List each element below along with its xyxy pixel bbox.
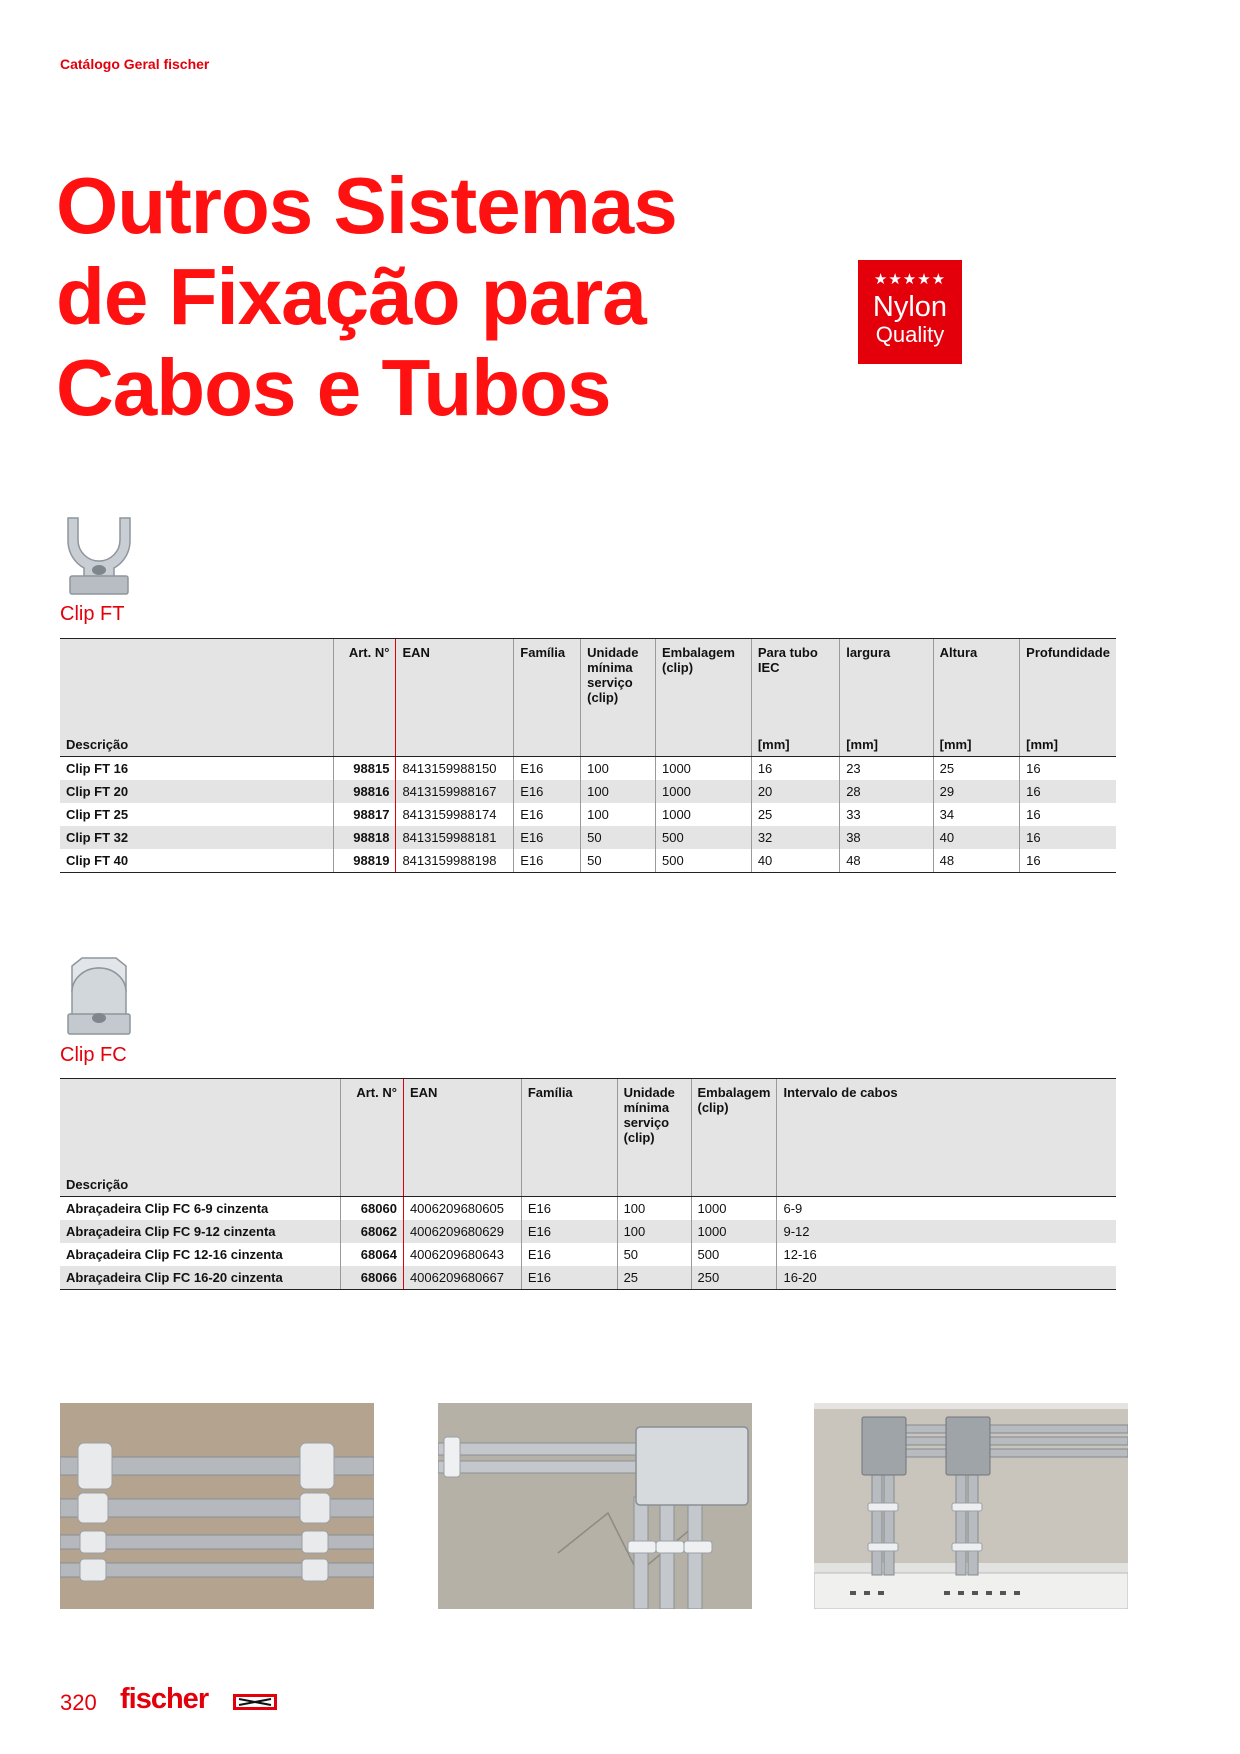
clip-fc-title: Clip FC	[60, 1044, 127, 1066]
clip-ft-cell: 48	[933, 849, 1019, 873]
clip-ft-cell: 98817	[333, 803, 396, 826]
clip-fc-cell: E16	[521, 1243, 617, 1266]
clip-ft-cell: 1000	[655, 803, 751, 826]
clip-fc-cell: Abraçadeira Clip FC 9-12 cinzenta	[60, 1220, 341, 1243]
clip-fc-cell: 25	[617, 1266, 691, 1290]
header-embalagem: Embalagem (clip)	[655, 639, 751, 737]
fc-header-intervalo: Intervalo de cabos	[777, 1079, 1116, 1177]
clip-fc-cell: 68066	[341, 1266, 404, 1290]
clip-fc-cell: 4006209680605	[403, 1196, 521, 1220]
header-ean: EAN	[396, 639, 514, 737]
clip-ft-cell: 50	[581, 849, 656, 873]
clip-fc-cell: 500	[691, 1243, 777, 1266]
header-altura: Altura	[933, 639, 1019, 737]
clip-ft-cell: 500	[655, 849, 751, 873]
photo-clips-parallel-pipes	[60, 1403, 374, 1609]
clip-ft-cell: 25	[933, 756, 1019, 780]
clip-fc-cell: 100	[617, 1196, 691, 1220]
clip-fc-cell: 68062	[341, 1220, 404, 1243]
fc-header-embalagem: Embalagem (clip)	[691, 1079, 777, 1177]
clip-ft-cell: Clip FT 25	[66, 806, 129, 822]
badge-quality: Quality	[875, 322, 945, 347]
title-line-1: Outros Sistemas	[56, 161, 677, 250]
clip-ft-cell: 8413159988150	[396, 756, 514, 780]
clip-ft-cell: 98815	[333, 756, 396, 780]
clip-fc-cell: 250	[691, 1266, 777, 1290]
nylon-quality-badge	[858, 260, 962, 364]
header-tubo: Para tubo IEC	[751, 639, 839, 737]
clip-fc-cell: 4006209680667	[403, 1266, 521, 1290]
clip-ft-cell: 98819	[333, 849, 396, 873]
clip-fc-cell: Abraçadeira Clip FC 16-20 cinzenta	[60, 1266, 341, 1290]
clip-fc-cell: 68064	[341, 1243, 404, 1266]
clip-fc-cell: E16	[521, 1196, 617, 1220]
clip-ft-title: Clip FT	[60, 603, 125, 625]
header-largura: largura	[840, 639, 933, 737]
clip-ft-cell: 1000	[655, 756, 751, 780]
photo-junction-box-pipes	[438, 1403, 752, 1609]
clip-fc-table	[60, 1078, 1116, 1290]
clip-ft-cell: 23	[840, 756, 933, 780]
clip-fc-row	[60, 1196, 1116, 1220]
clip-fc-cell: 16-20	[777, 1266, 1116, 1290]
clip-ft-cell: 16	[1020, 849, 1116, 873]
header-descricao-spacer	[60, 639, 333, 737]
unit-profundidade: [mm]	[1020, 737, 1116, 757]
clip-fc-cell: Abraçadeira Clip FC 6-9 cinzenta	[66, 1200, 269, 1216]
clip-ft-cell: 25	[751, 803, 839, 826]
clip-fc-row	[60, 1243, 1116, 1266]
unit-tubo: [mm]	[751, 737, 839, 757]
header-unidade: Unidade mínima serviço (clip)	[581, 639, 656, 737]
clip-ft-cell: 28	[840, 780, 933, 803]
photo-wall-boxes-distribution	[814, 1403, 1128, 1609]
clip-ft-cell: Clip FT 20	[60, 780, 333, 803]
clip-ft-cell: 16	[1020, 826, 1116, 849]
clip-ft-cell: E16	[514, 826, 581, 849]
clip-ft-cell: Clip FT 32	[60, 826, 333, 849]
clip-fc-row	[60, 1220, 1116, 1243]
clip-ft-cell: 16	[1020, 803, 1116, 826]
clip-ft-row	[60, 849, 1116, 873]
clip-ft-cell: 8413159988174	[396, 803, 514, 826]
fc-header-descricao: Descrição	[60, 1177, 341, 1197]
clip-fc-cell: 9-12	[777, 1220, 1116, 1243]
clip-ft-cell: 50	[581, 826, 656, 849]
fc-header-ean: EAN	[403, 1079, 521, 1177]
fc-header-familia: Família	[521, 1079, 617, 1177]
clip-ft-cell: 98816	[333, 780, 396, 803]
clip-fc-cell: 4006209680643	[403, 1243, 521, 1266]
clip-ft-cell: 33	[840, 803, 933, 826]
clip-fc-cell: 50	[617, 1243, 691, 1266]
clip-ft-row	[60, 826, 1116, 849]
header-art: Art. N°	[333, 639, 396, 737]
clip-ft-cell: 8413159988167	[396, 780, 514, 803]
clip-ft-cell: 100	[581, 803, 656, 826]
clip-ft-cell: E16	[514, 849, 581, 873]
header-familia: Família	[514, 639, 581, 737]
clip-ft-cell: 100	[581, 780, 656, 803]
clip-fc-cell: 1000	[691, 1196, 777, 1220]
clip-ft-row	[60, 756, 1116, 780]
clip-ft-cell: 16	[1020, 756, 1116, 780]
clip-ft-product-image	[58, 510, 140, 600]
clip-ft-cell: 29	[933, 780, 1019, 803]
clip-ft-cell: 98818	[333, 826, 396, 849]
fischer-logo: fischer	[120, 1683, 209, 1715]
header-profundidade: Profundidade	[1020, 639, 1116, 737]
fc-header-art: Art. N°	[341, 1079, 404, 1177]
fischer-flag-icon	[233, 1694, 277, 1710]
clip-ft-cell: 500	[655, 826, 751, 849]
clip-ft-cell: 100	[581, 756, 656, 780]
catalog-label: Catálogo Geral fischer	[60, 56, 210, 72]
clip-ft-cell: E16	[514, 780, 581, 803]
clip-ft-cell: 40	[933, 826, 1019, 849]
clip-ft-cell: Clip FT 16	[66, 760, 129, 776]
clip-ft-row	[60, 803, 1116, 826]
clip-ft-cell: 32	[751, 826, 839, 849]
clip-ft-cell: 20	[751, 780, 839, 803]
header-descricao: Descrição	[60, 737, 333, 757]
clip-fc-cell: 6-9	[777, 1196, 1116, 1220]
clip-ft-cell: 16	[751, 756, 839, 780]
title-line-2: de Fixação para	[56, 252, 646, 341]
clip-fc-product-image	[58, 952, 140, 1042]
clip-fc-cell: 12-16	[777, 1243, 1116, 1266]
clip-ft-cell: 48	[840, 849, 933, 873]
clip-ft-cell: E16	[514, 756, 581, 780]
clip-ft-cell: 1000	[655, 780, 751, 803]
title-line-3: Cabos e Tubos	[56, 343, 611, 432]
clip-fc-cell: 1000	[691, 1220, 777, 1243]
page-number: 320	[60, 1690, 97, 1715]
clip-ft-cell: 38	[840, 826, 933, 849]
clip-ft-cell: E16	[514, 803, 581, 826]
unit-altura: [mm]	[933, 737, 1019, 757]
clip-ft-cell: 40	[751, 849, 839, 873]
clip-fc-cell: E16	[521, 1220, 617, 1243]
unit-largura: [mm]	[840, 737, 933, 757]
clip-fc-cell: 4006209680629	[403, 1220, 521, 1243]
clip-ft-cell: 16	[1020, 780, 1116, 803]
page-title	[56, 160, 677, 433]
fc-header-unidade: Unidade mínima serviço (clip)	[617, 1079, 691, 1177]
badge-nylon: Nylon	[872, 291, 948, 323]
clip-ft-cell: Clip FT 40	[60, 849, 333, 873]
clip-ft-row	[60, 780, 1116, 803]
clip-fc-cell: 100	[617, 1220, 691, 1243]
clip-fc-cell: E16	[521, 1266, 617, 1290]
clip-fc-row	[60, 1266, 1116, 1290]
stars-icon: ★★★★★	[873, 271, 947, 288]
clip-ft-cell: 34	[933, 803, 1019, 826]
clip-ft-cell: 8413159988198	[396, 849, 514, 873]
clip-ft-table	[60, 638, 1116, 873]
clip-fc-cell: 68060	[341, 1196, 404, 1220]
clip-fc-cell: Abraçadeira Clip FC 12-16 cinzenta	[66, 1246, 283, 1262]
clip-ft-cell: 8413159988181	[396, 826, 514, 849]
